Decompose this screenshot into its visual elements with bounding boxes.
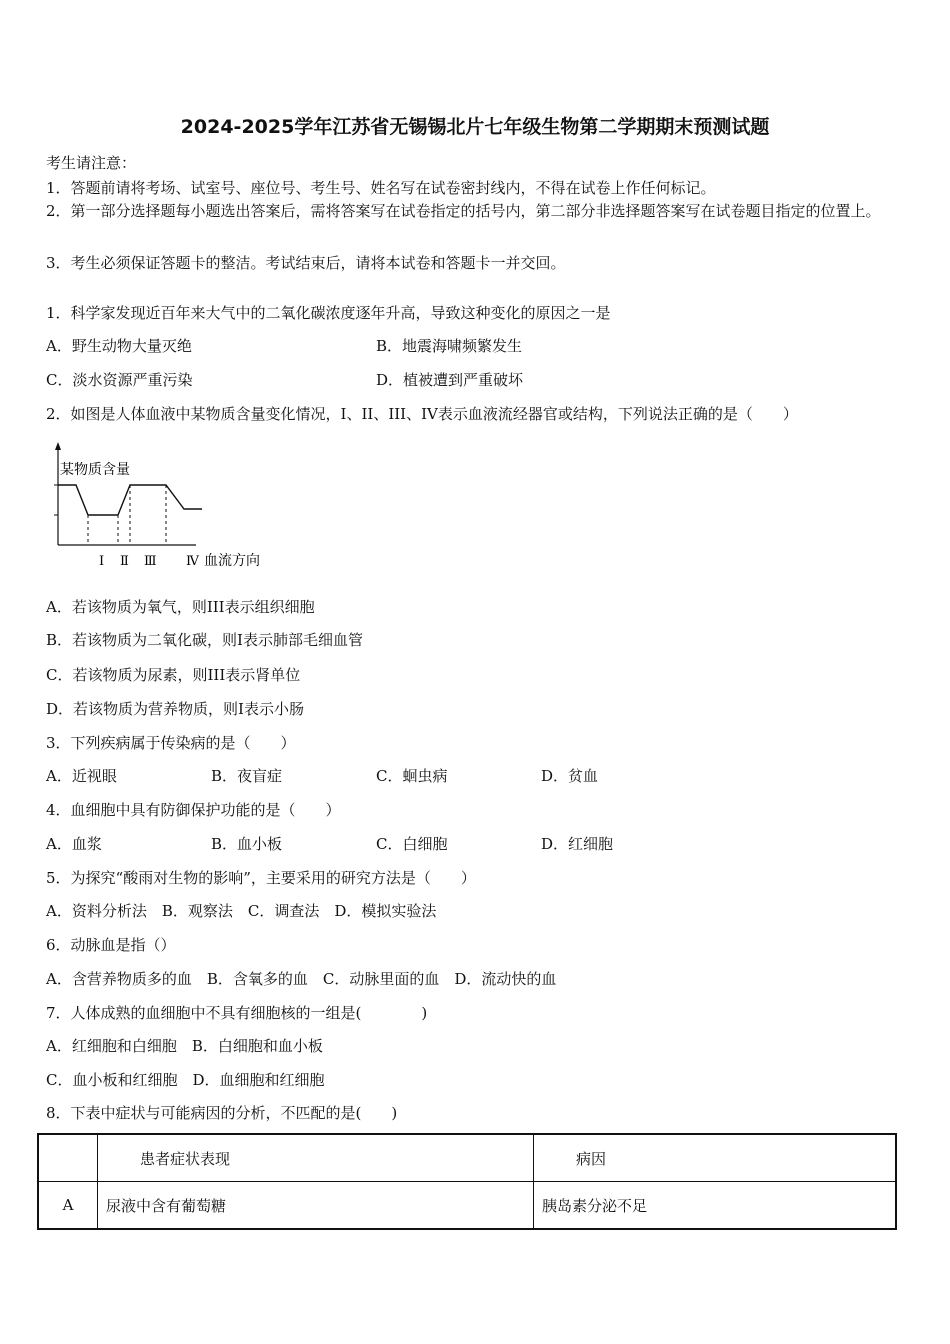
table-cell: A (38, 1182, 98, 1230)
q3-option-d: D．贫血 (541, 767, 599, 785)
table-cell: 尿液中含有葡萄糖 (98, 1182, 534, 1230)
notice-heading: 考生请注意： (46, 154, 137, 172)
q3-option-c: C．蛔虫病 (376, 767, 448, 785)
q7-options-line-2: C．血小板和红细胞 D．血细胞和红细胞 (46, 1071, 325, 1089)
q3-stem: 3．下列疾病属于传染病的是（ ） (46, 734, 296, 752)
y-axis-label: 某物质含量 (60, 462, 130, 478)
substance-content-chart (46, 440, 286, 575)
notice-item-2: 2．第一部分选择题每小题选出答案后，需将答案写在试卷指定的括号内，第二部分非选择题答案写在试卷题目指定的位置上。 (46, 202, 881, 220)
q8-stem: 8．下表中症状与可能病因的分析，不匹配的是( ) (46, 1104, 398, 1122)
notice-item-1: 1．答题前请将考场、试室号、座位号、考生号、姓名写在试卷密封线内，不得在试卷上作任何标记。 (46, 179, 716, 197)
page-title: 2024-2025学年江苏省无锡锡北片七年级生物第二学期期末预测试题 (180, 116, 770, 138)
q4-option-b: B．血小板 (211, 835, 283, 853)
q4-option-c: C．白细胞 (376, 835, 448, 853)
q2-option-d: D．若该物质为营养物质，则I表示小肠 (46, 700, 304, 718)
table-header-cell: 病因 (534, 1134, 897, 1182)
q2-option-a: A．若该物质为氧气，则III表示组织细胞 (46, 598, 315, 616)
q4-option-a: A．血浆 (46, 835, 102, 853)
table-header-row (38, 1134, 896, 1182)
q6-options: A．含营养物质多的血 B．含氧多的血 C．动脉里面的血 D．流动快的血 (46, 970, 557, 988)
chart-axes (55, 442, 196, 545)
q4-stem: 4．血细胞中具有防御保护功能的是（ ） (46, 801, 341, 819)
q7-options-line-1: A．红细胞和白细胞 B．白细胞和血小板 (46, 1037, 323, 1055)
q8-table (37, 1133, 897, 1230)
q4-option-d: D．红细胞 (541, 835, 614, 853)
q1-option-d: D．植被遭到严重破坏 (376, 371, 524, 389)
q5-stem: 5．为探究“酸雨对生物的影响”，主要采用的研究方法是（ ） (46, 869, 476, 887)
q1-option-c: C．淡水资源严重污染 (46, 371, 193, 389)
table-header-cell: 患者症状表现 (98, 1134, 534, 1182)
table-row (38, 1182, 896, 1230)
q3-option-b: B．夜盲症 (211, 767, 283, 785)
x-tick-label: Ⅲ (144, 554, 157, 569)
q3-option-a: A．近视眼 (46, 767, 117, 785)
table-cell: 胰岛素分泌不足 (534, 1182, 897, 1230)
q1-option-b: B．地震海啸频繁发生 (376, 337, 523, 355)
q2-stem: 2．如图是人体血液中某物质含量变化情况，I、II、III、IV表示血液流经器官或结构，下列说法正确的是（ ） (46, 405, 798, 423)
q7-stem: 7．人体成熟的血细胞中不具有细胞核的一组是( ) (46, 1004, 428, 1022)
q5-options: A．资料分析法 B．观察法 C．调查法 D．模拟实验法 (46, 902, 437, 920)
table-header-cell (38, 1134, 98, 1182)
q1-stem: 1．科学家发现近百年来大气中的二氧化碳浓度逐年升高，导致这种变化的原因之一是 (46, 304, 611, 322)
x-axis-label: 血流方向 (204, 553, 260, 569)
q6-stem: 6．动脉血是指（） (46, 936, 176, 954)
x-tick-label: Ⅳ (186, 554, 199, 569)
q2-option-b: B．若该物质为二氧化碳，则I表示肺部毛细血管 (46, 631, 363, 649)
q2-option-c: C．若该物质为尿素，则III表示肾单位 (46, 666, 301, 684)
x-tick-label: Ⅱ (120, 554, 129, 569)
notice-item-3: 3．考生必须保证答题卡的整洁。考试结束后，请将本试卷和答题卡一并交回。 (46, 254, 566, 272)
q1-option-a: A．野生动物大量灭绝 (46, 337, 192, 355)
y-axis-arrow (55, 442, 61, 450)
x-tick-label: Ⅰ (99, 554, 105, 569)
